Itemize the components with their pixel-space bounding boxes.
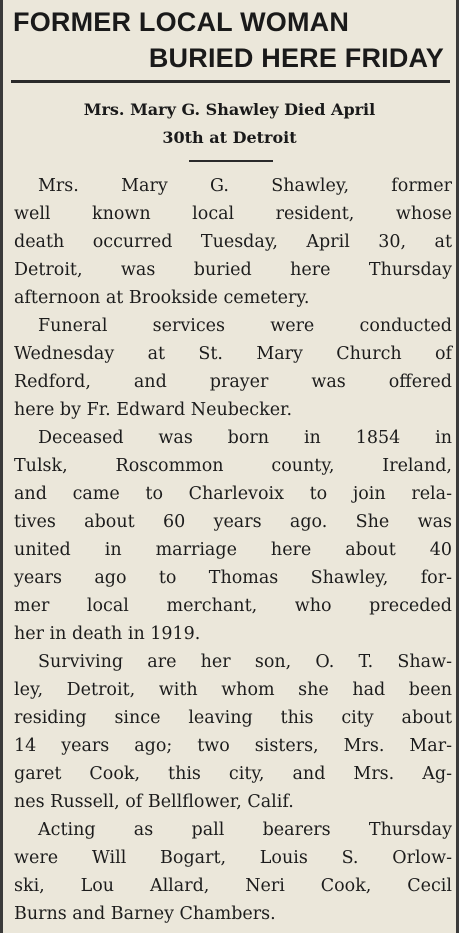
body-line: united in marriage here about 40	[14, 540, 452, 560]
body-line: Acting as pall bearers Thursday	[38, 820, 452, 840]
body-line: Tulsk, Roscommon county, Ireland,	[14, 456, 452, 476]
subheadline	[11, 96, 448, 152]
body-line: ley, Detroit, with whom she had been	[14, 680, 452, 700]
body-line: ski, Lou Allard, Neri Cook, Cecil	[14, 876, 452, 896]
body-line: were Will Bogart, Louis S. Orlow-	[14, 848, 452, 868]
body-line: Burns and Barney Chambers.	[14, 904, 276, 924]
body-line: here by Fr. Edward Neubecker.	[14, 400, 293, 420]
body-line: death occurred Tuesday, April 30, at	[14, 232, 452, 252]
body-line: mer local merchant, who preceded	[14, 596, 452, 616]
body-line: residing since leaving this city about	[14, 708, 452, 728]
subheadline-line-1: Mrs. Mary G. Shawley Died April	[83, 100, 376, 119]
headline-line-1: FORMER LOCAL WOMAN	[13, 7, 350, 37]
headline	[3, 4, 456, 76]
body-line: afternoon at Brookside cemetery.	[14, 288, 310, 308]
body-line: Wednesday at St. Mary Church of	[14, 344, 452, 364]
headline-line-2: BURIED HERE FRIDAY	[148, 43, 444, 73]
body-line: Surviving are her son, O. T. Shaw-	[38, 652, 452, 672]
subheadline-line-2: 30th at Detroit	[162, 128, 297, 147]
body-line: well known local resident, whose	[14, 204, 452, 224]
body-line: nes Russell, of Bellflower, Calif.	[14, 792, 294, 812]
body-line: Redford, and prayer was offered	[14, 372, 452, 392]
body-line: 14 years ago; two sisters, Mrs. Mar-	[14, 736, 452, 756]
body-line: Funeral services were conducted	[38, 316, 452, 336]
subhead-rule	[189, 160, 273, 162]
body-line: Mrs. Mary G. Shawley, former	[38, 176, 452, 196]
body-line: years ago to Thomas Shawley, for-	[14, 568, 452, 588]
body-line: and came to Charlevoix to join rela-	[14, 484, 452, 504]
headline-rule	[11, 80, 450, 83]
body-line: her in death in 1919.	[14, 624, 201, 644]
article-body	[14, 172, 452, 928]
body-line: garet Cook, this city, and Mrs. Ag-	[14, 764, 452, 784]
body-line: tives about 60 years ago. She was	[14, 512, 452, 532]
body-line: Deceased was born in 1854 in	[38, 428, 452, 448]
body-line: Detroit, was buried here Thursday	[14, 260, 452, 280]
